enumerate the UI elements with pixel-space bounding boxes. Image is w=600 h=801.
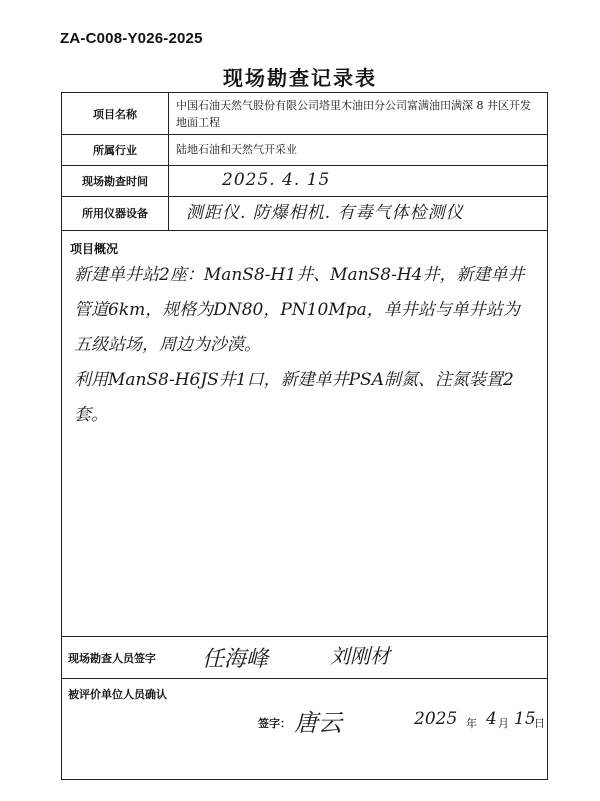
- value-survey-time: 2025. 4. 15: [222, 170, 331, 190]
- overview-handwritten-text: 新建单井站2座：ManS8-H1井、ManS8-H4井，新建单井管道6km，规格为DN80，PN10Mpa，单井站与单井站为五级站场，周边为沙漠。 利用ManS8-H6JS井1口，新建单井PSA制氮、注氮装置2套。: [74, 265, 525, 425]
- row-survey-time: [62, 165, 547, 197]
- label-project-name: 项目名称: [62, 93, 169, 134]
- confirm-month: 4: [486, 709, 497, 729]
- row-instruments: [62, 196, 547, 231]
- surveyor-signature-2: 刘刚材: [330, 644, 390, 668]
- row-surveyor-signature: [62, 636, 547, 679]
- row-industry: [62, 134, 547, 166]
- label-confirm: 被评价单位人员确认: [68, 688, 167, 701]
- row-project-name: [62, 93, 547, 135]
- confirm-signature: 唐云: [294, 709, 342, 737]
- label-sign: 签字：: [258, 717, 291, 730]
- section-overview: [62, 230, 547, 637]
- confirm-month-unit: 月: [498, 717, 509, 730]
- value-industry: 陆地石油和天然气开采业: [176, 143, 297, 156]
- document-number: ZA-C008-Y026-2025: [60, 30, 203, 47]
- value-instruments: 测距仪. 防爆相机. 有毒气体检测仪: [186, 202, 464, 223]
- label-overview: 项目概况: [70, 242, 119, 256]
- confirm-day: 15: [514, 709, 536, 729]
- confirm-day-unit: 日: [534, 717, 545, 730]
- confirm-year-unit: 年: [466, 717, 477, 730]
- survey-form: [61, 92, 548, 780]
- label-survey-time: 现场勘查时间: [62, 165, 169, 196]
- surveyor-signature-1: 任海峰: [202, 647, 269, 672]
- confirm-year: 2025: [414, 709, 458, 729]
- form-title: 现场勘查记录表: [223, 66, 377, 90]
- label-industry: 所属行业: [62, 134, 169, 165]
- label-surveyor-signature: 现场勘查人员签字: [68, 652, 156, 665]
- value-project-name: 中国石油天然气股份有限公司塔里木油田分公司富满油田满深 8 井区开发地面工程: [176, 98, 531, 129]
- label-instruments: 所用仪器设备: [62, 196, 169, 230]
